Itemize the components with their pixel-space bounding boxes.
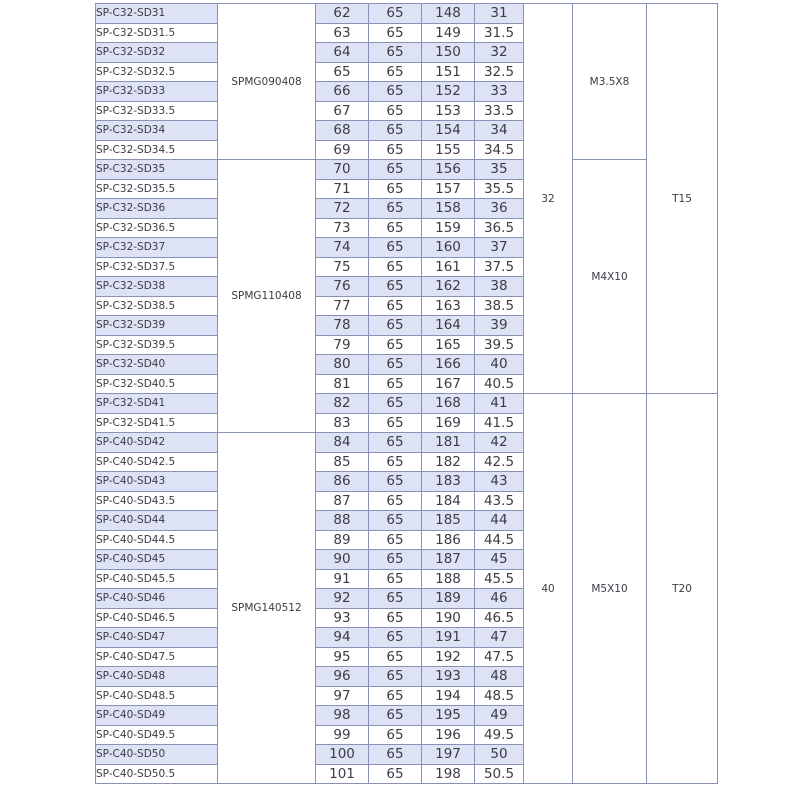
length-cell: 65 xyxy=(369,589,422,609)
size-cell: 39.5 xyxy=(475,335,524,355)
model-cell: SP-C40-SD44 xyxy=(96,511,218,531)
overall-length-cell: 164 xyxy=(422,316,475,336)
model-cell: SP-C32-SD37 xyxy=(96,238,218,258)
overall-length-cell: 159 xyxy=(422,218,475,238)
diameter-cell: 78 xyxy=(316,316,369,336)
size-cell: 32 xyxy=(475,43,524,63)
diameter-cell: 84 xyxy=(316,433,369,453)
size-cell: 32.5 xyxy=(475,62,524,82)
overall-length-cell: 189 xyxy=(422,589,475,609)
size-cell: 35.5 xyxy=(475,179,524,199)
diameter-cell: 76 xyxy=(316,277,369,297)
model-cell: SP-C40-SD44.5 xyxy=(96,530,218,550)
diameter-cell: 66 xyxy=(316,82,369,102)
overall-length-cell: 192 xyxy=(422,647,475,667)
length-cell: 65 xyxy=(369,238,422,258)
model-cell: SP-C40-SD46.5 xyxy=(96,608,218,628)
overall-length-cell: 160 xyxy=(422,238,475,258)
length-cell: 65 xyxy=(369,686,422,706)
size-cell: 40 xyxy=(475,355,524,375)
screw-cell: M3.5X8 xyxy=(573,4,647,160)
overall-length-cell: 193 xyxy=(422,667,475,687)
size-cell: 38 xyxy=(475,277,524,297)
diameter-cell: 72 xyxy=(316,199,369,219)
diameter-cell: 97 xyxy=(316,686,369,706)
diameter-cell: 65 xyxy=(316,62,369,82)
model-cell: SP-C32-SD32 xyxy=(96,43,218,63)
overall-length-cell: 194 xyxy=(422,686,475,706)
insert-cell: SPMG090408 xyxy=(218,4,316,160)
overall-length-cell: 169 xyxy=(422,413,475,433)
diameter-cell: 93 xyxy=(316,608,369,628)
size-cell: 40.5 xyxy=(475,374,524,394)
spec-table-body xyxy=(96,4,718,784)
length-cell: 65 xyxy=(369,43,422,63)
model-cell: SP-C32-SD33 xyxy=(96,82,218,102)
diameter-cell: 64 xyxy=(316,43,369,63)
model-cell: SP-C32-SD37.5 xyxy=(96,257,218,277)
diameter-cell: 90 xyxy=(316,550,369,570)
diameter-cell: 68 xyxy=(316,121,369,141)
diameter-cell: 101 xyxy=(316,764,369,784)
length-cell: 65 xyxy=(369,277,422,297)
length-cell: 65 xyxy=(369,23,422,43)
length-cell: 65 xyxy=(369,179,422,199)
size-cell: 37.5 xyxy=(475,257,524,277)
length-cell: 65 xyxy=(369,4,422,24)
model-cell: SP-C40-SD42.5 xyxy=(96,452,218,472)
overall-length-cell: 191 xyxy=(422,628,475,648)
overall-length-cell: 182 xyxy=(422,452,475,472)
diameter-cell: 87 xyxy=(316,491,369,511)
length-cell: 65 xyxy=(369,218,422,238)
model-cell: SP-C32-SD39 xyxy=(96,316,218,336)
table-row xyxy=(96,394,718,414)
length-cell: 65 xyxy=(369,335,422,355)
size-cell: 41 xyxy=(475,394,524,414)
length-cell: 65 xyxy=(369,257,422,277)
size-cell: 49.5 xyxy=(475,725,524,745)
diameter-cell: 62 xyxy=(316,4,369,24)
length-cell: 65 xyxy=(369,491,422,511)
overall-length-cell: 161 xyxy=(422,257,475,277)
model-cell: SP-C32-SD41 xyxy=(96,394,218,414)
overall-length-cell: 163 xyxy=(422,296,475,316)
overall-length-cell: 150 xyxy=(422,43,475,63)
overall-length-cell: 162 xyxy=(422,277,475,297)
model-cell: SP-C32-SD31.5 xyxy=(96,23,218,43)
diameter-cell: 99 xyxy=(316,725,369,745)
diameter-cell: 80 xyxy=(316,355,369,375)
overall-length-cell: 184 xyxy=(422,491,475,511)
length-cell: 65 xyxy=(369,706,422,726)
model-cell: SP-C32-SD40.5 xyxy=(96,374,218,394)
size-cell: 36 xyxy=(475,199,524,219)
diameter-cell: 98 xyxy=(316,706,369,726)
size-cell: 44 xyxy=(475,511,524,531)
length-cell: 65 xyxy=(369,628,422,648)
size-cell: 31 xyxy=(475,4,524,24)
model-cell: SP-C40-SD42 xyxy=(96,433,218,453)
model-cell: SP-C40-SD48 xyxy=(96,667,218,687)
size-cell: 45.5 xyxy=(475,569,524,589)
model-cell: SP-C32-SD39.5 xyxy=(96,335,218,355)
model-cell: SP-C32-SD36 xyxy=(96,199,218,219)
diameter-cell: 77 xyxy=(316,296,369,316)
size-cell: 43.5 xyxy=(475,491,524,511)
size-cell: 38.5 xyxy=(475,296,524,316)
size-cell: 47.5 xyxy=(475,647,524,667)
size-cell: 46 xyxy=(475,589,524,609)
model-cell: SP-C32-SD31 xyxy=(96,4,218,24)
diameter-cell: 79 xyxy=(316,335,369,355)
overall-length-cell: 153 xyxy=(422,101,475,121)
diameter-cell: 95 xyxy=(316,647,369,667)
size-cell: 48 xyxy=(475,667,524,687)
model-cell: SP-C40-SD50.5 xyxy=(96,764,218,784)
overall-length-cell: 190 xyxy=(422,608,475,628)
screw-cell: M5X10 xyxy=(573,394,647,784)
model-cell: SP-C32-SD40 xyxy=(96,355,218,375)
model-cell: SP-C32-SD38.5 xyxy=(96,296,218,316)
length-cell: 65 xyxy=(369,647,422,667)
model-cell: SP-C40-SD43.5 xyxy=(96,491,218,511)
length-cell: 65 xyxy=(369,608,422,628)
overall-length-cell: 152 xyxy=(422,82,475,102)
diameter-cell: 82 xyxy=(316,394,369,414)
diameter-cell: 69 xyxy=(316,140,369,160)
size-cell: 50 xyxy=(475,745,524,765)
model-cell: SP-C32-SD34 xyxy=(96,121,218,141)
length-cell: 65 xyxy=(369,160,422,180)
model-cell: SP-C32-SD32.5 xyxy=(96,62,218,82)
length-cell: 65 xyxy=(369,472,422,492)
overall-length-cell: 197 xyxy=(422,745,475,765)
overall-length-cell: 185 xyxy=(422,511,475,531)
model-cell: SP-C40-SD49 xyxy=(96,706,218,726)
spec-table xyxy=(95,3,718,784)
length-cell: 65 xyxy=(369,725,422,745)
length-cell: 65 xyxy=(369,511,422,531)
diameter-cell: 75 xyxy=(316,257,369,277)
overall-length-cell: 186 xyxy=(422,530,475,550)
diameter-cell: 74 xyxy=(316,238,369,258)
model-cell: SP-C40-SD50 xyxy=(96,745,218,765)
diameter-cell: 94 xyxy=(316,628,369,648)
model-cell: SP-C40-SD48.5 xyxy=(96,686,218,706)
size-cell: 33 xyxy=(475,82,524,102)
overall-length-cell: 155 xyxy=(422,140,475,160)
shank-cell: 40 xyxy=(524,394,573,784)
overall-length-cell: 168 xyxy=(422,394,475,414)
size-cell: 44.5 xyxy=(475,530,524,550)
insert-cell: SPMG140512 xyxy=(218,433,316,784)
size-cell: 49 xyxy=(475,706,524,726)
model-cell: SP-C32-SD33.5 xyxy=(96,101,218,121)
length-cell: 65 xyxy=(369,394,422,414)
table-row xyxy=(96,160,718,180)
overall-length-cell: 151 xyxy=(422,62,475,82)
size-cell: 47 xyxy=(475,628,524,648)
screw-cell: M4X10 xyxy=(573,160,647,394)
size-cell: 35 xyxy=(475,160,524,180)
overall-length-cell: 188 xyxy=(422,569,475,589)
length-cell: 65 xyxy=(369,667,422,687)
shank-cell: 32 xyxy=(524,4,573,394)
length-cell: 65 xyxy=(369,140,422,160)
size-cell: 50.5 xyxy=(475,764,524,784)
length-cell: 65 xyxy=(369,569,422,589)
model-cell: SP-C40-SD43 xyxy=(96,472,218,492)
diameter-cell: 71 xyxy=(316,179,369,199)
length-cell: 65 xyxy=(369,413,422,433)
length-cell: 65 xyxy=(369,452,422,472)
model-cell: SP-C40-SD49.5 xyxy=(96,725,218,745)
length-cell: 65 xyxy=(369,550,422,570)
overall-length-cell: 167 xyxy=(422,374,475,394)
length-cell: 65 xyxy=(369,296,422,316)
size-cell: 31.5 xyxy=(475,23,524,43)
length-cell: 65 xyxy=(369,530,422,550)
diameter-cell: 85 xyxy=(316,452,369,472)
model-cell: SP-C40-SD47 xyxy=(96,628,218,648)
diameter-cell: 100 xyxy=(316,745,369,765)
overall-length-cell: 165 xyxy=(422,335,475,355)
length-cell: 65 xyxy=(369,355,422,375)
overall-length-cell: 187 xyxy=(422,550,475,570)
length-cell: 65 xyxy=(369,745,422,765)
length-cell: 65 xyxy=(369,82,422,102)
model-cell: SP-C40-SD45.5 xyxy=(96,569,218,589)
diameter-cell: 91 xyxy=(316,569,369,589)
size-cell: 43 xyxy=(475,472,524,492)
size-cell: 34.5 xyxy=(475,140,524,160)
diameter-cell: 67 xyxy=(316,101,369,121)
length-cell: 65 xyxy=(369,199,422,219)
size-cell: 33.5 xyxy=(475,101,524,121)
model-cell: SP-C32-SD34.5 xyxy=(96,140,218,160)
diameter-cell: 83 xyxy=(316,413,369,433)
key-cell: T15 xyxy=(647,4,718,394)
size-cell: 42 xyxy=(475,433,524,453)
model-cell: SP-C40-SD45 xyxy=(96,550,218,570)
diameter-cell: 81 xyxy=(316,374,369,394)
overall-length-cell: 181 xyxy=(422,433,475,453)
overall-length-cell: 198 xyxy=(422,764,475,784)
length-cell: 65 xyxy=(369,101,422,121)
size-cell: 42.5 xyxy=(475,452,524,472)
key-cell: T20 xyxy=(647,394,718,784)
size-cell: 34 xyxy=(475,121,524,141)
model-cell: SP-C32-SD36.5 xyxy=(96,218,218,238)
diameter-cell: 92 xyxy=(316,589,369,609)
length-cell: 65 xyxy=(369,374,422,394)
size-cell: 46.5 xyxy=(475,608,524,628)
model-cell: SP-C40-SD47.5 xyxy=(96,647,218,667)
overall-length-cell: 183 xyxy=(422,472,475,492)
diameter-cell: 88 xyxy=(316,511,369,531)
length-cell: 65 xyxy=(369,62,422,82)
model-cell: SP-C32-SD41.5 xyxy=(96,413,218,433)
overall-length-cell: 154 xyxy=(422,121,475,141)
diameter-cell: 73 xyxy=(316,218,369,238)
insert-cell: SPMG110408 xyxy=(218,160,316,433)
length-cell: 65 xyxy=(369,764,422,784)
overall-length-cell: 196 xyxy=(422,725,475,745)
overall-length-cell: 158 xyxy=(422,199,475,219)
model-cell: SP-C40-SD46 xyxy=(96,589,218,609)
model-cell: SP-C32-SD35.5 xyxy=(96,179,218,199)
size-cell: 37 xyxy=(475,238,524,258)
diameter-cell: 96 xyxy=(316,667,369,687)
overall-length-cell: 166 xyxy=(422,355,475,375)
size-cell: 36.5 xyxy=(475,218,524,238)
size-cell: 39 xyxy=(475,316,524,336)
diameter-cell: 89 xyxy=(316,530,369,550)
diameter-cell: 63 xyxy=(316,23,369,43)
table-row xyxy=(96,4,718,24)
overall-length-cell: 148 xyxy=(422,4,475,24)
length-cell: 65 xyxy=(369,121,422,141)
model-cell: SP-C32-SD35 xyxy=(96,160,218,180)
length-cell: 65 xyxy=(369,433,422,453)
overall-length-cell: 157 xyxy=(422,179,475,199)
overall-length-cell: 149 xyxy=(422,23,475,43)
diameter-cell: 70 xyxy=(316,160,369,180)
overall-length-cell: 195 xyxy=(422,706,475,726)
size-cell: 48.5 xyxy=(475,686,524,706)
diameter-cell: 86 xyxy=(316,472,369,492)
size-cell: 41.5 xyxy=(475,413,524,433)
length-cell: 65 xyxy=(369,316,422,336)
size-cell: 45 xyxy=(475,550,524,570)
overall-length-cell: 156 xyxy=(422,160,475,180)
model-cell: SP-C32-SD38 xyxy=(96,277,218,297)
